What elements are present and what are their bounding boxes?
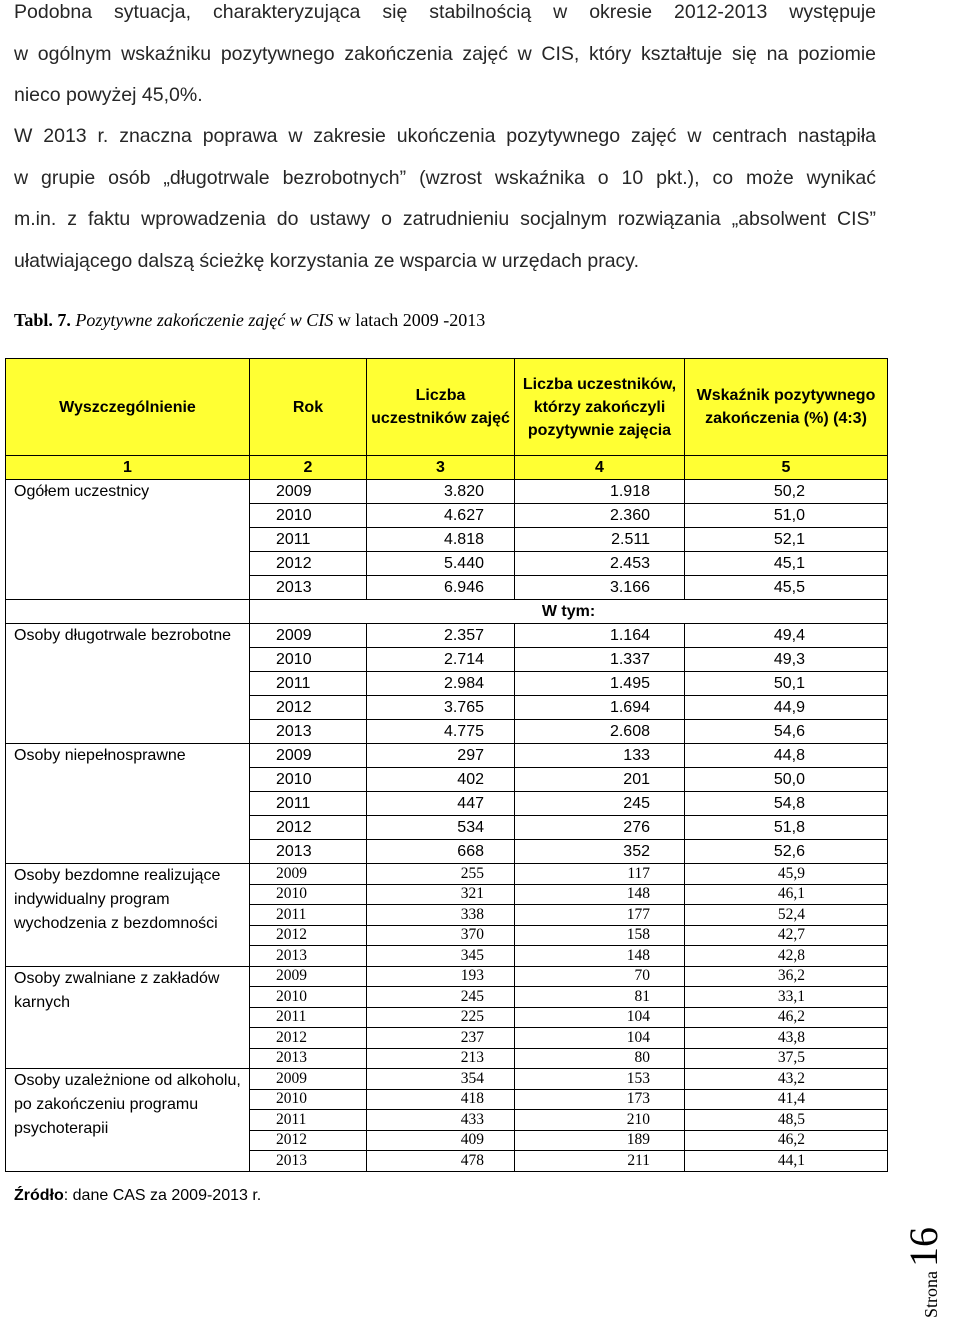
cell-year: 2013 [250, 576, 367, 600]
cell-completed: 104 [515, 1007, 685, 1028]
cell-participants: 4.775 [367, 720, 515, 744]
paragraph-2 [14, 116, 876, 282]
table-row [6, 864, 888, 885]
cell-completed: 352 [515, 840, 685, 864]
column-numbers-row [6, 456, 888, 480]
empty-cell [6, 600, 250, 624]
page-footer [900, 1210, 956, 1318]
paragraph-line: m.in. z faktu wprowadzenia do ustawy o zatrudnieniu socjalnym rozwiązania „absolwent CIS” [14, 208, 876, 230]
cell-ratio: 45,5 [685, 576, 888, 600]
paragraph-line: nieco powyżej 45,0%. [14, 84, 203, 106]
page-number: 16 [901, 1227, 946, 1267]
cell-ratio: 49,4 [685, 624, 888, 648]
cell-completed: 104 [515, 1028, 685, 1049]
cell-completed: 133 [515, 744, 685, 768]
cell-ratio: 51,8 [685, 816, 888, 840]
cell-year: 2009 [250, 864, 367, 885]
cell-participants: 354 [367, 1069, 515, 1090]
cell-completed: 2.360 [515, 504, 685, 528]
cell-completed: 153 [515, 1069, 685, 1090]
cell-year: 2009 [250, 966, 367, 987]
cell-ratio: 44,1 [685, 1151, 888, 1172]
table-row [6, 480, 888, 504]
cell-year: 2012 [250, 1130, 367, 1151]
cell-participants: 255 [367, 864, 515, 885]
cell-participants: 345 [367, 946, 515, 967]
column-number: 1 [6, 456, 250, 480]
row-group-label: Osoby zwalniane z zakładów karnych [6, 966, 250, 1069]
cell-participants: 433 [367, 1110, 515, 1131]
cell-ratio: 49,3 [685, 648, 888, 672]
column-number: 3 [367, 456, 515, 480]
cell-year: 2009 [250, 480, 367, 504]
cell-year: 2011 [250, 672, 367, 696]
cell-participants: 338 [367, 905, 515, 926]
subheader-w-tym: W tym: [250, 600, 888, 624]
row-group-label: Osoby niepełnosprawne [6, 744, 250, 864]
cell-year: 2011 [250, 905, 367, 926]
cell-ratio: 52,4 [685, 905, 888, 926]
table-caption-title: Pozytywne zakończenie zajęć w CIS [75, 310, 334, 330]
cell-completed: 2.608 [515, 720, 685, 744]
cell-participants: 3.765 [367, 696, 515, 720]
cell-completed: 3.166 [515, 576, 685, 600]
cell-ratio: 46,2 [685, 1130, 888, 1151]
cell-year: 2009 [250, 624, 367, 648]
cell-year: 2011 [250, 792, 367, 816]
cell-completed: 1.694 [515, 696, 685, 720]
cell-ratio: 54,6 [685, 720, 888, 744]
cell-participants: 297 [367, 744, 515, 768]
cell-participants: 370 [367, 925, 515, 946]
cell-participants: 3.820 [367, 480, 515, 504]
column-number: 4 [515, 456, 685, 480]
source-note [14, 1187, 261, 1205]
table-caption [14, 310, 485, 331]
cell-participants: 193 [367, 966, 515, 987]
table-row [6, 624, 888, 648]
cell-year: 2013 [250, 946, 367, 967]
cell-completed: 70 [515, 966, 685, 987]
cell-participants: 2.357 [367, 624, 515, 648]
cell-year: 2013 [250, 1151, 367, 1172]
cell-participants: 402 [367, 768, 515, 792]
cell-participants: 5.440 [367, 552, 515, 576]
cell-participants: 237 [367, 1028, 515, 1049]
paragraph-1 [14, 0, 876, 117]
cell-ratio: 42,7 [685, 925, 888, 946]
cell-ratio: 42,8 [685, 946, 888, 967]
cell-participants: 2.714 [367, 648, 515, 672]
subheader-row [6, 600, 888, 624]
cell-participants: 321 [367, 884, 515, 905]
cell-year: 2012 [250, 1028, 367, 1049]
header-wskaznik: Wskaźnik pozytywnego zakończenia (%) (4:3) [685, 359, 888, 456]
cell-participants: 447 [367, 792, 515, 816]
cell-ratio: 45,9 [685, 864, 888, 885]
cell-ratio: 51,0 [685, 504, 888, 528]
row-group-label: Osoby długotrwale bezrobotne [6, 624, 250, 744]
data-table [5, 358, 888, 1172]
cell-participants: 478 [367, 1151, 515, 1172]
cell-year: 2012 [250, 816, 367, 840]
table-row [6, 1069, 888, 1090]
cell-year: 2011 [250, 528, 367, 552]
cell-participants: 245 [367, 987, 515, 1008]
cell-completed: 177 [515, 905, 685, 926]
cell-completed: 158 [515, 925, 685, 946]
row-group-label: Osoby bezdomne realizujące indywidualny program wychodzenia z bezdomności [6, 864, 250, 967]
cell-completed: 1.495 [515, 672, 685, 696]
cell-year: 2010 [250, 987, 367, 1008]
cell-year: 2011 [250, 1007, 367, 1028]
cell-ratio: 45,1 [685, 552, 888, 576]
cell-participants: 409 [367, 1130, 515, 1151]
cell-participants: 418 [367, 1089, 515, 1110]
cell-participants: 213 [367, 1048, 515, 1069]
paragraph-line: w grupie osób „długotrwale bezrobotnych” (wzrost wskaźnika o 10 pkt.), co może wynikać [14, 166, 876, 189]
cell-participants: 4.627 [367, 504, 515, 528]
cell-completed: 80 [515, 1048, 685, 1069]
cell-completed: 2.453 [515, 552, 685, 576]
cell-completed: 201 [515, 768, 685, 792]
cell-ratio: 41,4 [685, 1089, 888, 1110]
cell-participants: 2.984 [367, 672, 515, 696]
cell-ratio: 48,5 [685, 1110, 888, 1131]
cell-completed: 117 [515, 864, 685, 885]
cell-completed: 81 [515, 987, 685, 1008]
cell-year: 2010 [250, 1089, 367, 1110]
cell-year: 2010 [250, 884, 367, 905]
cell-completed: 210 [515, 1110, 685, 1131]
cell-ratio: 44,9 [685, 696, 888, 720]
cell-year: 2010 [250, 648, 367, 672]
cell-ratio: 43,8 [685, 1028, 888, 1049]
paragraph-line: Podobna sytuacja, charakteryzująca się stabilnością w okresie 2012-2013 występuje [14, 1, 876, 23]
cell-year: 2009 [250, 1069, 367, 1090]
cell-ratio: 46,2 [685, 1007, 888, 1028]
header-wyszczegolnienie: Wyszczególnienie [6, 359, 250, 456]
cell-ratio: 52,1 [685, 528, 888, 552]
table-caption-years: w latach 2009 -2013 [337, 310, 486, 330]
cell-completed: 245 [515, 792, 685, 816]
footer-label: Strona [921, 1271, 941, 1318]
cell-completed: 148 [515, 946, 685, 967]
cell-year: 2012 [250, 552, 367, 576]
paragraph-line: W 2013 r. znaczna poprawa w zakresie ukończenia pozytywnego zajęć w centrach nastąpiła [14, 125, 876, 147]
cell-ratio: 50,2 [685, 480, 888, 504]
cell-completed: 1.164 [515, 624, 685, 648]
cell-participants: 6.946 [367, 576, 515, 600]
cell-completed: 189 [515, 1130, 685, 1151]
cell-ratio: 37,5 [685, 1048, 888, 1069]
cell-completed: 1.918 [515, 480, 685, 504]
column-number: 2 [250, 456, 367, 480]
cell-ratio: 36,2 [685, 966, 888, 987]
column-number: 5 [685, 456, 888, 480]
cell-completed: 276 [515, 816, 685, 840]
cell-year: 2013 [250, 1048, 367, 1069]
cell-completed: 173 [515, 1089, 685, 1110]
cell-year: 2010 [250, 768, 367, 792]
cell-year: 2012 [250, 696, 367, 720]
cell-ratio: 46,1 [685, 884, 888, 905]
cell-year: 2011 [250, 1110, 367, 1131]
cell-completed: 1.337 [515, 648, 685, 672]
cell-completed: 211 [515, 1151, 685, 1172]
cell-ratio: 52,6 [685, 840, 888, 864]
header-liczba-uczestnikow: Liczba uczestników zajęć [367, 359, 515, 456]
cell-year: 2012 [250, 925, 367, 946]
cell-ratio: 33,1 [685, 987, 888, 1008]
header-liczba-zakonczonych: Liczba uczestników, którzy zakończyli pozytywnie zajęcia [515, 359, 685, 456]
cell-ratio: 43,2 [685, 1069, 888, 1090]
paragraph-line: ułatwiającego dalszą ścieżkę korzystania ze wsparcia w urzędach pracy. [14, 249, 640, 272]
table-row [6, 744, 888, 768]
cell-participants: 4.818 [367, 528, 515, 552]
cell-year: 2009 [250, 744, 367, 768]
cell-ratio: 44,8 [685, 744, 888, 768]
cell-year: 2013 [250, 840, 367, 864]
cell-year: 2013 [250, 720, 367, 744]
source-label: Źródło [14, 1187, 64, 1204]
cell-completed: 148 [515, 884, 685, 905]
cell-participants: 668 [367, 840, 515, 864]
cell-completed: 2.511 [515, 528, 685, 552]
source-text: : dane CAS za 2009-2013 r. [63, 1187, 262, 1204]
paragraph-line: w ogólnym wskaźniku pozytywnego zakończenia zajęć w CIS, który kształtuje się na poziomie [14, 42, 876, 65]
cell-participants: 534 [367, 816, 515, 840]
header-rok: Rok [250, 359, 367, 456]
row-group-label: Osoby uzależnione od alkoholu, po zakończeniu programu psychoterapii [6, 1069, 250, 1172]
cell-ratio: 50,0 [685, 768, 888, 792]
table-row [6, 966, 888, 987]
cell-ratio: 54,8 [685, 792, 888, 816]
cell-participants: 225 [367, 1007, 515, 1028]
table-caption-label: Tabl. 7. [14, 310, 71, 330]
cell-ratio: 50,1 [685, 672, 888, 696]
row-group-label: Ogółem uczestnicy [6, 480, 250, 600]
cell-year: 2010 [250, 504, 367, 528]
